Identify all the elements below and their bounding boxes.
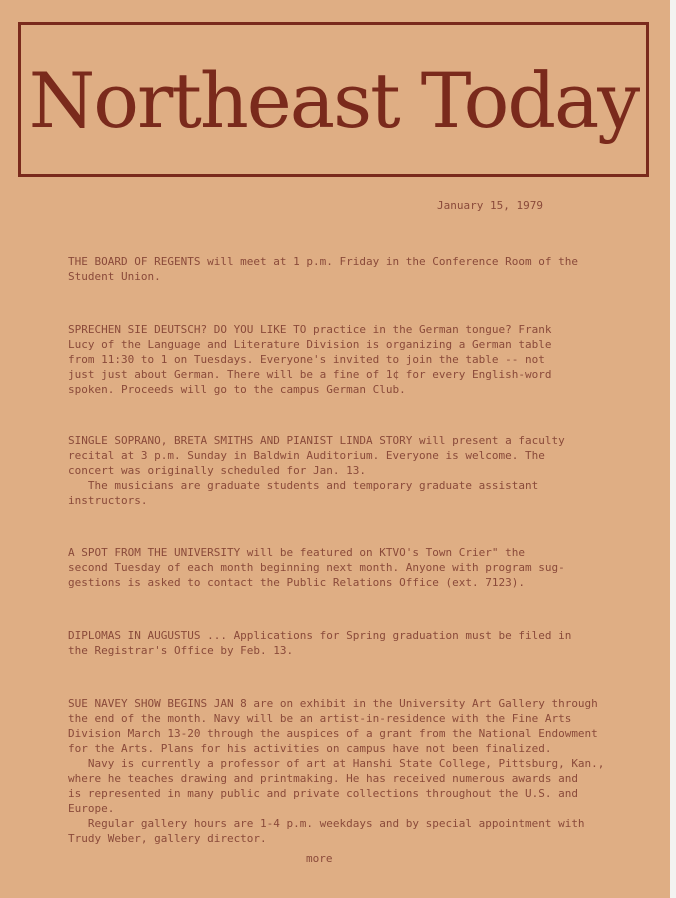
news-line: SINGLE SOPRANO, BRETA SMITHS AND PIANIST LINDA STORY will present a faculty — [68, 434, 565, 447]
news-line: DIPLOMAS IN AUGUSTUS ... Applications for Spring graduation must be filed in — [68, 629, 572, 642]
news-line: Division March 13-20 through the auspices of a grant from the National Endowment — [68, 727, 598, 740]
news-line: Lucy of the Language and Literature Division is organizing a German table — [68, 338, 552, 351]
news-line: second Tuesday of each month beginning next month. Anyone with program sug- — [68, 561, 565, 574]
news-item-art-gallery — [68, 696, 608, 846]
news-line: is represented in many public and private collections throughout the U.S. and — [68, 787, 578, 800]
news-line: The musicians are graduate students and temporary graduate assistant — [68, 479, 539, 492]
news-line: recital at 3 p.m. Sunday in Baldwin Auditorium. Everyone is welcome. The — [68, 449, 545, 462]
continued-marker: more — [306, 852, 333, 865]
news-item-recital — [68, 433, 608, 508]
news-line: where he teaches drawing and printmaking. He has received numerous awards and — [68, 772, 578, 785]
news-line: the Registrar's Office by Feb. 13. — [68, 644, 294, 657]
news-line: Regular gallery hours are 1-4 p.m. weekdays and by special appointment with — [68, 817, 585, 830]
masthead-box — [18, 22, 649, 177]
news-line: SUE NAVEY SHOW BEGINS JAN 8 are on exhibit in the University Art Gallery through — [68, 697, 598, 710]
issue-date: January 15, 1979 — [437, 199, 543, 212]
masthead-title: Northeast Today — [28, 56, 639, 145]
news-line: from 11:30 to 1 on Tuesdays. Everyone's invited to join the table -- not — [68, 353, 545, 366]
news-line: instructors. — [68, 494, 148, 507]
news-line: Trudy Weber, gallery director. — [68, 832, 267, 845]
news-line: Navy is currently a professor of art at Hanshi State College, Pittsburg, Kan., — [68, 757, 605, 770]
news-line: THE BOARD OF REGENTS will meet at 1 p.m. Friday in the Conference Room of the — [68, 255, 578, 268]
news-item-tv-spot — [68, 545, 608, 590]
news-item-german-table — [68, 322, 608, 397]
news-line: Europe. — [68, 802, 115, 815]
news-line: just just about German. There will be a fine of 1¢ for every English-word — [68, 368, 552, 381]
news-item-diplomas — [68, 628, 608, 658]
news-line: for the Arts. Plans for his activities on campus have not been finalized. — [68, 742, 552, 755]
news-line: gestions is asked to contact the Public Relations Office (ext. 7123). — [68, 576, 525, 589]
news-line: concert was originally scheduled for Jan. 13. — [68, 464, 367, 477]
news-line: SPRECHEN SIE DEUTSCH? DO YOU LIKE TO practice in the German tongue? Frank — [68, 323, 552, 336]
news-line: spoken. Proceeds will go to the campus German Club. — [68, 383, 406, 396]
news-line: Student Union. — [68, 270, 161, 283]
news-item-regents — [68, 254, 608, 284]
news-line: the end of the month. Navy will be an artist-in-residence with the Fine Arts — [68, 712, 572, 725]
news-line: A SPOT FROM THE UNIVERSITY will be featured on KTVO's Town Crier" the — [68, 546, 525, 559]
